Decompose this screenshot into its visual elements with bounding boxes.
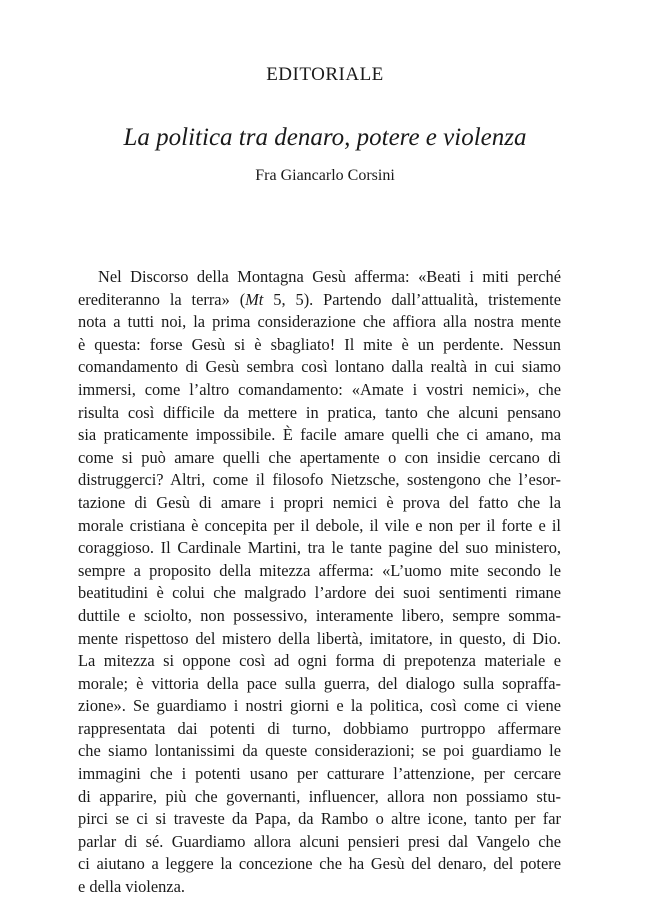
body-line: ci aiutano a leggere la concezione che ha Gesù del denaro, del potere [78, 854, 561, 874]
body-line: immagini che i potenti usano per catturare l’attenzione, per cercare [78, 764, 561, 784]
body-line-citation [78, 289, 561, 312]
body-line: tazione di Gesù di amare i propri nemici è prova del fatto che la [78, 492, 561, 512]
body-line: parlar di sé. Guardiamo allora alcuni pensieri presi dal Vangelo che [78, 831, 561, 851]
body-line: La mitezza si oppone così ad ogni forma di prepotenza materiale e [78, 651, 561, 671]
body-line: coraggioso. Il Cardinale Martini, tra le tante pagine del suo ministero, [78, 538, 561, 558]
body-line: pirci se ci si traveste da Papa, da Rambo o altre icone, tanto per far [78, 809, 561, 829]
body-line: distruggerci? Altri, come il filosofo Nietzsche, sostengono che l’esor- [78, 470, 561, 490]
body-line: morale; è vittoria della pace sulla guerra, del dialogo sulla sopraffa- [78, 673, 561, 693]
body-line: zione». Se guardiamo i nostri giorni e la politica, così come ci viene [78, 696, 561, 716]
body-line: comandamento di Gesù sembra così lontano dalla realtà in cui siamo [78, 357, 561, 377]
body-line: mente rispettoso del mistero della libertà, imitatore, in questo, di Dio. [78, 628, 561, 648]
article-title: La politica tra denaro, potere e violenza [123, 124, 527, 151]
body-line: come si può amare quelli che apertamente o con insidie cercano di [78, 447, 561, 467]
body-line: nota a tutti noi, la prima considerazione che affiora alla nostra mente [78, 312, 561, 332]
body-line: morale cristiana è concepita per il debole, il vile e non per il forte e il [78, 515, 561, 535]
body-line: sempre a proposito della mitezza afferma: «L’uomo mite secondo le [78, 560, 561, 580]
body-line: di apparire, più che governanti, influencer, allora non possiamo stu- [78, 786, 561, 806]
section-label: EDITORIALE [266, 64, 384, 85]
citation-book: Mt [245, 289, 264, 309]
body-line-part: 5, 5). Partendo dall’attualità, tristemente [263, 289, 561, 309]
article-body [78, 266, 561, 899]
article-author: Fra Giancarlo Corsini [255, 167, 395, 184]
body-line: beatitudini è colui che malgrado l’ardore dei suoi sentimenti rimane [78, 583, 561, 603]
body-line: Nel Discorso della Montagna Gesù afferma: «Beati i miti perché [98, 267, 561, 286]
body-line: è questa: forse Gesù si è sbagliato! Il mite è un perdente. Nessun [78, 334, 561, 354]
body-line: che siamo lontanissimi da queste considerazioni; se poi guardiamo le [78, 741, 561, 761]
body-line: immersi, come l’altro comandamento: «Amate i vostri nemici», che [78, 379, 561, 399]
body-line: risulta così difficile da mettere in pratica, tanto che alcuni pensano [78, 402, 561, 422]
body-line: sia praticamente impossibile. È facile amare quelli che ci amano, ma [78, 425, 561, 445]
body-line: rappresentata dai potenti di turno, dobbiamo purtroppo affermare [78, 718, 561, 738]
body-line: e della violenza. [78, 877, 185, 897]
body-line-part: erediteranno la terra» ( [78, 289, 246, 309]
body-line: duttile e sciolto, non possessivo, interamente libero, sempre somma- [78, 605, 561, 625]
